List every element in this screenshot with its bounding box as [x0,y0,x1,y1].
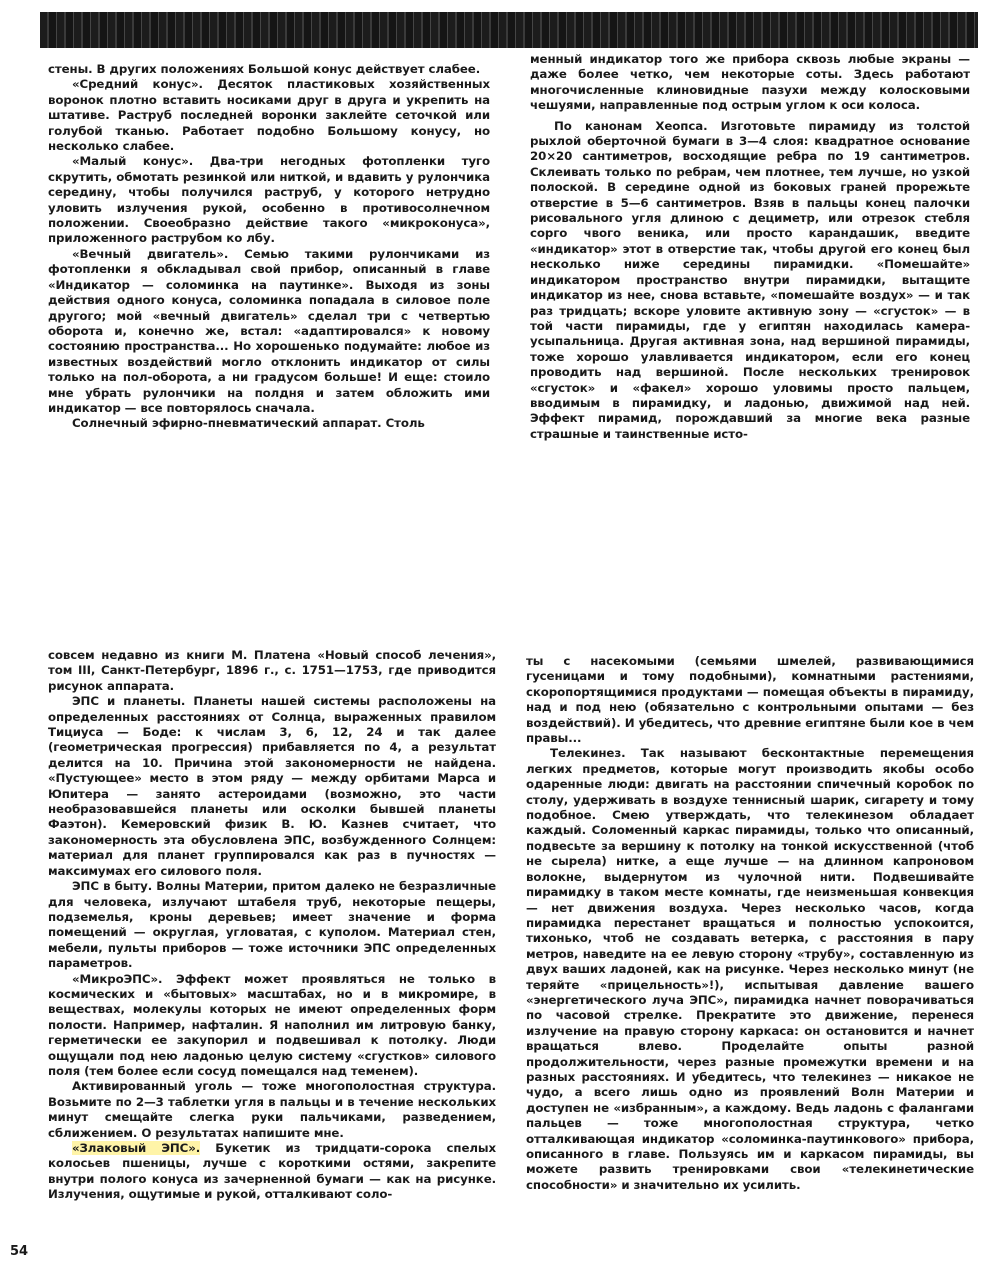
paragraph-body: Десяток пластиковых хозяйственных воронок плотно вставить носиками друг в друга и укрепить на штативе. Раструб последней воронки заклейте сеточкой или голубой тканью. Работает подобно Большому конусу, но несколько слабее. [48,77,490,154]
run-in-heading: Телекинез. [550,746,626,761]
run-in-heading: Активированный уголь [72,1079,233,1094]
paragraph-body: Так называют бесконтактные перемещения легких предметов, которые могут производить якобы особо одаренные люди: двигать на расстоянии спичечный коробок по столу, удерживать в воздухе теннисный шарик, сигарету и тому подобное. Смею утверждать, что телекинезом обладает каждый. Соломенный каркас пирамиды, только что описанный, подвесьте за вершину к потолку на тонкой искусственной (чтоб не сырела) нитке, а еще лучше — на длинном капроновом волокне, выдернутом из чулочной нити. Подвешивайте пирамидку в таком месте комнаты, где неизменьшая конвекция — нет движения воздуха. Через несколько часов, когда пирамидка перестанет вращаться и полностью успокоится, тихонько, чтоб не создавать ветерка, с расстояния в пару метров, наведите на ее левую сторону «трубу», составленную из двух ваших ладоней, как на рисунке. Через несколько минут (не теряйте «прицельность»!), испытывая давление вашего «энергетического луча ЭПС», пирамидка начнет поворачиваться по часовой стрелке. Прекратите это движение, перенеся излучение на правую сторону каркаса: он остановится и начнет вращаться влево. Проделайте опыты разной продолжительности, через разные промежутки времени и на разных расстояниях. И убедитесь, что телекинез — никакое не чудо, а всего лишь одно из проявлений Волн Материи и доступен не «избранным», а каждому. Ведь ладонь с фалангами пальцев — тоже многополостная структура, четко отталкивающая индикатор «соломинка-паутинкового» прибора, описанного в главе. Пользуясь им и каркасом пирамиды, вы можете развить тренировками свои «телекинетические способности» и значительно их усилить. [526,746,974,1192]
paragraph-body: Планеты нашей системы расположены на определенных расстояниях от Солнца, выраженных правилом Тициуса — Боде: к числам 3, 6, 12, 24 и так далее (геометрическая прогрессия) прибавляется по 4, а результат делится на 10. Причина этой закономерности не найдена. «Пустующее» место в этом ряду — между орбитами Марса и Юпитера — занято астероидами (возможно, это части необразовавшейся планеты или осколки бывшей планеты Фаэтон). Кемеровский физик В. Ю. Казнев считает, что закономерность эта обусловлена ЭПС, возбужденного Солнцем: материал для планет группировался как раз в пучностях — максимумах его силового поля. [48,694,496,878]
paragraph-body: — тоже многополостная структура. Возьмите по 2—3 таблетки угля в пальцы и в течение нескольких минут смещайте слегка руки пальчиками, разведением, сближением. О результатах напишите мне. [48,1079,496,1140]
run-in-heading: ЭПС и планеты. [72,694,186,709]
paragraph-body: Семью такими рулончиками из фотопленки я обкладывал свой прибор, описанный в главе «Индикатор — соломинка на паутинке». Выходя из зоны действия одного конуса, соломинка попадала в силовое поле другого; мой «вечный двигатель» сделал три с четвертью оборота и, конечно же, встал: «адаптировался» к новому состоянию пространства... Но хорошенько подумайте: любое из известных воздействий могло отклонить индикатор от силы только на пол-оборота, а ни градусом больше! И еще: стоило мне убрать рулончики на полдня и затем обложить ими индикатор — все повторялось сначала. [48,246,490,415]
paragraph-body: Букетик из тридцати-сорока спелых колосьев пшеницы, лучше с короткими остями, закрепите внутри полого конуса из зачерненной бумаги — как на рисунке. Излучения, ощутимые и рукой, отталкивают соло- [48,1141,496,1202]
run-in-heading: «Средний конус». [72,77,203,92]
run-in-heading: «Вечный двигатель». [72,246,229,261]
run-in-heading: «Злаковый ЭПС». [72,1141,201,1155]
paragraph [48,247,490,416]
paragraph [48,154,490,246]
paragraph [48,77,490,154]
text-column-top-left [48,62,490,490]
paragraph: ты с насекомыми (семьями шмелей, развивающимися гусеницами и тому подобными), комнатными растениями, скоропортящимися продуктами — помещая объекты в пирамиду, над и под нею (обязательно с контрольными опытами — без воздействий). И убедитесь, что древние египтяне были кое в чем правы... [526,654,974,746]
paragraph: стены. В других положениях Большой конус действует слабее. [48,62,481,76]
text-column-top-right [530,52,970,490]
paragraph-body: Два-три негодных фотопленки туго скрутить, обмотать резинкой или ниткой, и вдавить у рулончика середину, чтобы получился раструб, у которого нетрудно уловить излучения рукой, особенно в противосолнечном положении. Своеобразно действие такого «микроконусa», приложенного раструбом ко лбу. [48,154,490,246]
text-column-bottom-left [48,648,496,1260]
paragraph [526,746,974,1193]
paragraph-body: Изготовьте пирамиду из толстой рыхлой оберточной бумаги в 3—4 слоя: квадратное основание 20×20 сантиметров, восходящие ребра по 19 сантиметров. Склеивать только по ребрам, чем плотнее, тем лучше, но узкой полоской. В середине одной из боковых граней прорежьте отверстие в 5—6 сантиметров. Взяв в пальцы конец палочки рисовального угля длиною с дециметр, или отрезок стебля сорго чвого веника, или просто карандашик, введите «индикатор» этот в отверстие так, чтобы другой его конец был несколько ниже середины пирамидки. «Помешайте» индикатором пространство внутри пирамидки, вытащите индикатор из нее, снова вставьте, «помешайте воздух» — и так раз тридцать; вскоре уловите активную зону — «сгусток» — в той части пирамиды, где у египтян находилась камера-усыпальница. Другая активная зона, над вершиной пирамиды, тоже хорошо улавливается индикатором, если его конец проводить над вершиной. После нескольких тренировок «сгусток» и «факел» хорошо уловимы просто пальцем, вводимым в пирамидку, и ладонью, движимой над ней. Эффект пирамид, порождавший за многие века разные страшные и таинственные исто- [530,118,970,441]
paragraph [48,694,496,879]
run-in-heading: «Малый конус». [72,154,194,169]
paragraph: совсем недавно из книги М. Платена «Новый способ лечения», том III, Санкт-Петербург, 1896 г., с. 1751—1753, где приводится рисунок аппарата. [48,648,496,693]
paragraph: менный индикатор того же прибора сквозь любые экраны — даже более четко, чем некоторые соты. Здесь работают многочисленные клиновидные пазухи между колосковыми чешуями, направленные под острым углом к оси колоса. [530,52,970,113]
paragraph [48,879,496,971]
paragraph [48,1079,496,1141]
run-in-heading: По канонам Хеопса. [554,118,708,133]
page-number: 54 [10,1244,29,1259]
text-column-bottom-right [526,654,974,1266]
header-decorative-band [40,12,978,48]
paragraph-body: Эффект может проявляться не только в космических и «бытовых» масштабах, но и в микромире, в веществах, молекулы которых не имеют определенных форм полости. Например, нафталин. Я наполнил им литровую банку, герметически ее закупорил и подвешивал к потолку. Люди ощущали под нею ладонью целую систему «сгустков» силового поля (тем более если сосуд помещался над теменем). [48,971,496,1078]
run-in-heading: ЭПС в быту. [72,879,153,894]
paragraph [48,1141,496,1203]
paragraph: Солнечный эфирно-пневматический аппарат. Столь [72,416,425,431]
paragraph [530,119,970,443]
run-in-heading: «МикроЭПС». [72,971,163,986]
paragraph [48,972,496,1080]
paragraph-body: Волны Материи, притом далеко не безразличные для человека, излучают штабеля труб, некоторые пещеры, подземелья, кроны деревьев; имеет значение и форма помещений — округлая, угловатая, с куполом. Материал стен, мебели, пульты приборов — тоже источники ЭПС определенных параметров. [48,879,496,971]
